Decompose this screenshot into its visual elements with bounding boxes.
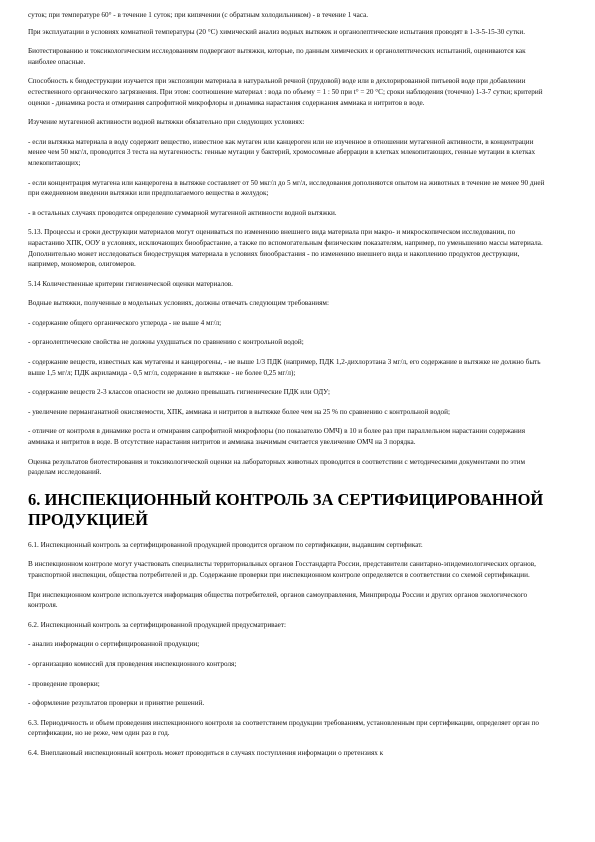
paragraph: 6.2. Инспекционный контроль за сертифицированной продукцией предусматривает:: [28, 620, 286, 629]
paragraph: При эксплуатации в условиях комнатной температуры (20 °С) химический анализ водных вытяжек и органолептические испытания проводят в 1-3-5-15-30 сутки.: [28, 27, 526, 36]
paragraph: суток; при температуре 60° - в течение 1 суток; при кипячении (с обратным холодильником) - в течение 1 часа.: [28, 11, 369, 19]
paragraph: Биотестированию и токсикологическим исследованиям подвергают вытяжки, которые, по данным химических и органолептических испытаний, оцениваются как наиболее опасные.: [28, 47, 526, 66]
list-item: - проведение проверки;: [28, 679, 100, 688]
list-item: - организацию комиссий для проведения инспекционного контроля;: [28, 659, 237, 668]
list-item: - содержание общего органического углерода - не выше 4 мг/л;: [28, 318, 222, 327]
list-item: - содержание веществ, известных как мутагены и канцерогены, - не выше 1/3 ПДК (например, ПДК 1,2-дихлорэтана 3 мг/л, его содержание в вытяжке не должно быть выше 1,5 мг/л; ПДК акриламида - 0,5 мг/л, содержание в вытяжке - не более 0,25 мг/л);: [28, 358, 541, 377]
section-heading: 6. ИНСПЕКЦИОННЫЙ КОНТРОЛЬ ЗА СЕРТИФИЦИРОВАННОЙ ПРОДУКЦИЕЙ: [28, 489, 544, 529]
paragraph: 6.4. Внеплановый инспекционный контроль может проводиться в случаях поступления информации о претензиях к: [28, 748, 384, 757]
paragraph: Способность к биодеструкции изучается при экспозиции материала в натуральной речной (прудовой) воде или в дехлорированной питьевой воде при добавлении естественного органического загрязнения. При этом: соотношение материал : вода по объему = 1 : 50 при t° = 20 °С; сроки наблюдения (точечно) 1-3-7 сутки; критерий оценки - динамика роста и отмирания сапрофитной микрофлоры и динамика нарастания содержания аммиака и нитритов в воде.: [28, 77, 543, 107]
list-item: - содержание веществ 2-3 классов опасности не должно превышать гигиенические ПДК или ОДУ;: [28, 388, 330, 397]
list-item: - если вытяжка материала в воду содержит вещество, известное как мутаген или канцероген или не изученное в отношении мутагенной активности, в концентрации менее чем 50 мкг/л, проводится 3 теста на мутагенность: генные мутации у бактерий, хромосомные аберрации в клетках млекопитающих, генные мутации в клетках млекопитающих;: [28, 137, 536, 167]
paragraph: Оценка результатов биотестирования и токсикологической оценки на лабораторных животных проводится в соответствии с методическими документами по этим разделам исследований.: [28, 457, 526, 477]
paragraph: 5.13. Процессы и сроки деструкции материалов могут оцениваться по изменению внешнего вида материала при макро- и микроскопическом исследовании, по нарастанию ХПК, ООУ в условиях, исключающих биообрастание, а также по вспомогательным физическим показателям, например, по уменьшению массы материала. Дополнительно может исследоваться биодеструкция материала в условиях биообрастания - по изменению внешнего вида и накоплению продуктов деструкции, например, мономеров, олигомеров.: [28, 228, 543, 269]
list-item: - анализ информации о сертифицированной продукции;: [28, 640, 200, 649]
paragraph: Изучение мутагенной активности водной вытяжки обязательно при следующих условиях:: [28, 118, 305, 127]
document-page: [28, 10, 550, 768]
paragraph: 6.1. Инспекционный контроль за сертифицированной продукцией проводится органом по сертификации, выдавшим сертификат.: [28, 540, 423, 549]
list-item: - если концентрация мутагена или канцерогена в вытяжке составляет от 50 мкг/л до 5 мг/л, исследования дополняются опытом на животных в течение не менее 90 дней при ежедневном введении вытяжки или предполагаемого вещества в желудок;: [28, 178, 545, 198]
list-item: - отличие от контроля в динамике роста и отмирания сапрофитной микрофлоры (по показателю ОМЧ) в 10 и более раз при параллельном нарастании содержания аммиака и нитритов в воде. В отсутствие нарастания нитритов и аммиака значимым считается увеличение ОМЧ на 3 порядка.: [28, 427, 526, 447]
paragraph: Водные вытяжки, полученные в модельных условиях, должны отвечать следующим требованиям:: [28, 299, 329, 308]
paragraph: 5.14 Количественные критерии гигиенической оценки материалов.: [28, 279, 233, 288]
list-item: - в остальных случаях проводится определение суммарной мутагенной активности водной вытяжки.: [28, 208, 337, 217]
list-item: - органолептические свойства не должны ухудшаться по сравнению с контрольной водой;: [28, 338, 304, 347]
paragraph: При инспекционном контроле используется информация общества потребителей, органов самоуправления, Минприроды России и других органов экологического контроля.: [28, 590, 528, 610]
paragraph: 6.3. Периодичность и объем проведения инспекционного контроля за соответствием продукции требованиям, установленным при сертификации, определяет орган по сертификации, но не реже, чем один раз в год.: [28, 718, 539, 738]
list-item: - увеличение перманганатной окисляемости, ХПК, аммиака и нитритов в вытяжке более чем на 25 % по сравнению с контрольной водой;: [28, 407, 450, 416]
paragraph: В инспекционном контроле могут участвовать специалисты территориальных органов Госстандарта России, представители санитарно-эпидемиологических органов, транспортной инспекции, общества потребителей и др. Содержание проверки при инспекционном контроле определяется в соответствии со схемой сертификации.: [28, 560, 536, 579]
list-item: - оформление результатов проверки и принятие решений.: [28, 699, 205, 708]
